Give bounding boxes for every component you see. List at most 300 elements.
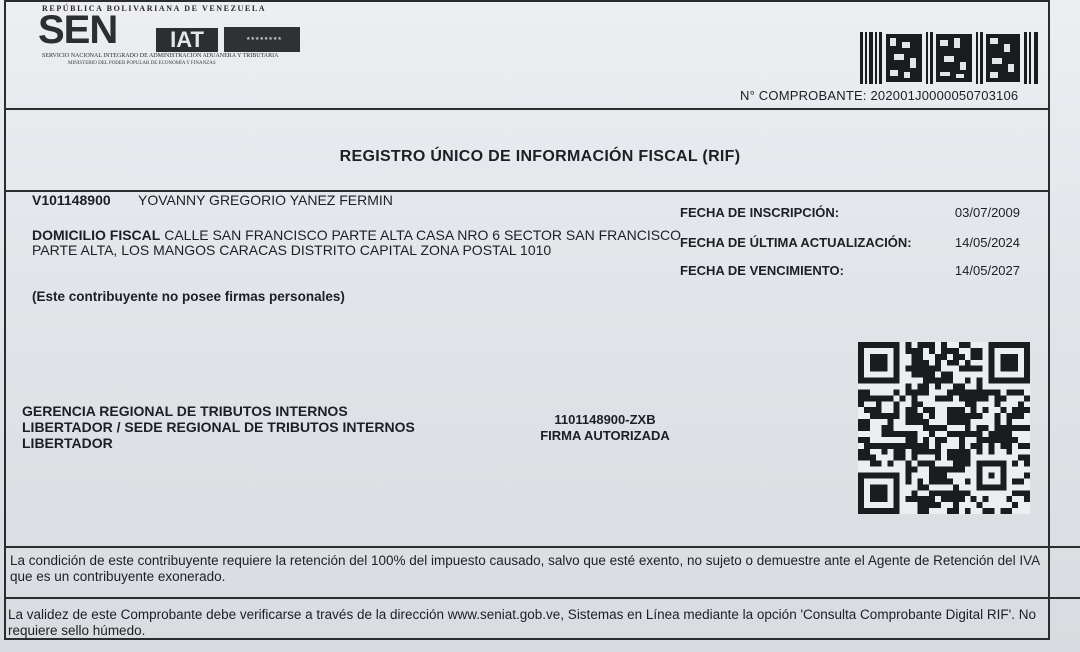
qr-module [935,478,941,484]
qr-module [905,389,911,395]
qr-module [905,407,911,413]
qr-module [858,425,864,431]
qr-module [977,378,983,384]
qr-module [977,395,983,401]
domicilio-fiscal [32,228,682,258]
qr-module [959,449,965,455]
qr-module [977,389,983,395]
qr-module [1012,461,1018,467]
qr-module [911,401,917,407]
qr-module [870,407,876,413]
qr-module [929,425,935,431]
qr-module [923,484,929,490]
qr-module [947,413,953,419]
qr-module [935,378,941,384]
qr-module [959,419,965,425]
qr-module [917,508,923,514]
qr-module [1024,472,1030,478]
qr-module [929,348,935,354]
qr-module [953,407,959,413]
qr-module [917,413,923,419]
qr-module [917,449,923,455]
republic-text: REPÚBLICA BOLIVARIANA DE VENEZUELA [42,4,267,13]
fecha-inscripcion-value: 03/07/2009 [954,205,1020,220]
qr-module [947,490,953,496]
qr-module [1006,413,1012,419]
qr-module [923,496,929,502]
qr-module [923,342,929,348]
qr-module [882,413,888,419]
rif-number: V101148900 [32,192,111,208]
qr-module [935,354,941,360]
qr-module [935,395,941,401]
qr-module [1018,443,1024,449]
qr-module [965,389,971,395]
qr-module [971,443,977,449]
qr-module [953,496,959,502]
qr-module [953,413,959,419]
qr-module [1024,443,1030,449]
qr-module [988,389,994,395]
qr-module [864,395,870,401]
qr-module [994,431,1000,437]
qr-module [876,395,882,401]
qr-module [965,419,971,425]
qr-module [911,348,917,354]
qr-module [983,425,989,431]
qr-module [923,372,929,378]
qr-module [1024,496,1030,502]
qr-module [911,407,917,413]
qr-module [905,443,911,449]
qr-module [959,455,965,461]
qr-module [1024,461,1030,467]
qr-module [935,443,941,449]
qr-module [959,496,965,502]
qr-module [977,437,983,443]
qr-module [977,354,983,360]
qr-module [947,478,953,484]
fecha-actualizacion-label: FECHA DE ÚLTIMA ACTUALIZACIÓN: [680,235,912,250]
qr-module [965,413,971,419]
qr-module [953,431,959,437]
qr-module [965,360,971,366]
qr-module [876,407,882,413]
qr-module [1000,431,1006,437]
qr-module [947,508,953,514]
qr-module [917,496,923,502]
qr-module [994,395,1000,401]
qr-module [977,443,983,449]
document-title: REGISTRO ÚNICO DE INFORMACIÓN FISCAL (RIF) [339,148,741,165]
qr-module [917,348,923,354]
qr-module [1024,490,1030,496]
qr-module [905,366,911,372]
qr-module [894,413,900,419]
qr-module [876,461,882,467]
qr-module [917,443,923,449]
qr-module [953,455,959,461]
qr-module [917,502,923,508]
qr-module [965,490,971,496]
qr-module [1000,425,1006,431]
qr-module [929,378,935,384]
qr-module [905,384,911,390]
qr-module [1012,478,1018,484]
logo-wordmark: SEN [38,8,118,52]
qr-module [858,401,864,407]
qr-module [1006,449,1012,455]
qr-module [988,431,994,437]
qr-module [971,395,977,401]
qr-module [894,389,900,395]
qr-module [917,366,923,372]
qr-module [953,360,959,366]
qr-module [917,484,923,490]
fecha-inscripcion-label: FECHA DE INSCRIPCIÓN: [680,205,840,220]
qr-module [911,389,917,395]
qr-module [888,395,894,401]
qr-module [977,366,983,372]
qr-module [994,425,1000,431]
qr-module [953,467,959,473]
qr-module [971,413,977,419]
qr-module [1000,508,1006,514]
fecha-vencimiento-label: FECHA DE VENCIMIENTO: [680,263,844,278]
qr-module [959,407,965,413]
qr-module [917,354,923,360]
qr-module [935,437,941,443]
qr-module [911,455,917,461]
qr-module [864,443,870,449]
qr-module [1006,508,1012,514]
qr-module [905,478,911,484]
qr-module [965,478,971,484]
qr-module [947,348,953,354]
qr-module [977,425,983,431]
qr-module [905,472,911,478]
domicilio-value: CALLE SAN FRANCISCO PARTE ALTA CASA NRO 6 SECTOR SAN FRANCISCO PARTE ALTA, LOS MANGOS CARACAS DISTRITO CAPITAL ZONA POSTAL 1010 [32,227,682,258]
fecha-vencimiento [680,263,1020,278]
qr-module [900,443,906,449]
qr-module [983,437,989,443]
qr-module [905,419,911,425]
qr-module [965,461,971,467]
qr-module [923,443,929,449]
ministry-text: MINISTERIO DEL PODER POPULAR DE ECONOMÍA Y FINANZAS [68,61,216,66]
qr-module [929,342,935,348]
qr-module [941,378,947,384]
divider-footer [4,546,1080,548]
qr-module [953,490,959,496]
qr-module [1006,389,1012,395]
qr-module [870,443,876,449]
qr-module [929,490,935,496]
qr-module [965,431,971,437]
qr-module [947,395,953,401]
qr-module [1006,443,1012,449]
qr-module [994,401,1000,407]
divider-footer-2 [4,597,1080,599]
qr-module [864,449,870,455]
qr-module [1012,407,1018,413]
qr-module [911,443,917,449]
qr-module [1012,502,1018,508]
qr-module [1006,425,1012,431]
qr-module [1018,425,1024,431]
qr-module [917,401,923,407]
qr-module [929,472,935,478]
firma-autorizada [520,412,690,444]
qr-module [965,366,971,372]
qr-code-icon [858,342,1030,514]
qr-module [1012,413,1018,419]
firma-code: 1101148900-ZXB [554,412,656,427]
qr-module [953,348,959,354]
qr-module [905,467,911,473]
comprobante-number [740,88,1018,103]
validez-note: La validez de este Comprobante debe verificarse a través de la dirección www.seniat.gob.ve, Sistemas en Línea mediante la opción 'Consulta Comprobante Digital RIF'. No requiere sello húmedo. [8,607,1036,638]
qr-module [888,431,894,437]
qr-module [1000,395,1006,401]
qr-module [947,372,953,378]
qr-module [905,437,911,443]
qr-module [947,389,953,395]
qr-module [941,467,947,473]
comprobante-label: N° COMPROBANTE: [740,88,867,103]
qr-module [953,384,959,390]
qr-module [870,413,876,419]
qr-module [935,384,941,390]
qr-module [983,407,989,413]
qr-module [911,467,917,473]
qr-module [923,419,929,425]
divider-header [4,108,1050,110]
qr-module [965,395,971,401]
qr-module [1018,490,1024,496]
qr-module [882,431,888,437]
qr-module [983,395,989,401]
qr-module [953,484,959,490]
qr-module [917,372,923,378]
qr-module [923,461,929,467]
domicilio-label: DOMICILIO FISCAL [32,227,161,243]
qr-module [994,419,1000,425]
qr-module [923,437,929,443]
qr-module [894,407,900,413]
qr-module [929,478,935,484]
qr-module [988,437,994,443]
qr-module [953,389,959,395]
qr-module [994,437,1000,443]
qr-module [917,478,923,484]
qr-module [983,508,989,514]
qr-module [935,360,941,366]
qr-module [882,443,888,449]
qr-module [1018,413,1024,419]
qr-module [947,431,953,437]
qr-module [911,366,917,372]
qr-module [858,419,864,425]
qr-module [965,378,971,384]
qr-module [988,508,994,514]
qr-module [882,425,888,431]
qr-module [941,478,947,484]
qr-module [864,425,870,431]
qr-module [947,407,953,413]
qr-module [965,401,971,407]
qr-module [1012,490,1018,496]
qr-module [959,389,965,395]
qr-module [923,378,929,384]
qr-module [971,407,977,413]
qr-module [888,461,894,467]
qr-module [947,455,953,461]
qr-module [905,461,911,467]
qr-module [929,366,935,372]
qr-module [911,360,917,366]
qr-module [941,372,947,378]
qr-module [923,407,929,413]
qr-module [947,378,953,384]
qr-module [988,443,994,449]
qr-module [953,508,959,514]
qr-module [959,384,965,390]
qr-module [941,496,947,502]
qr-module [876,443,882,449]
qr-module [923,366,929,372]
qr-module [911,372,917,378]
qr-module [1024,407,1030,413]
qr-module [876,413,882,419]
qr-module [941,342,947,348]
qr-module [858,389,864,395]
firmas-note: (Este contribuyente no posee firmas personales) [32,289,345,304]
qr-module [911,431,917,437]
qr-module [911,419,917,425]
barcode-icon [860,32,1040,84]
qr-module [959,366,965,372]
qr-module [929,413,935,419]
qr-module [959,490,965,496]
qr-module [983,496,989,502]
qr-module [977,449,983,455]
qr-module [923,425,929,431]
qr-module [965,508,971,514]
qr-module [1006,437,1012,443]
qr-module [905,431,911,437]
qr-module [941,490,947,496]
qr-module [988,449,994,455]
qr-module [965,425,971,431]
qr-module [900,455,906,461]
qr-module [894,431,900,437]
qr-module [870,395,876,401]
qr-module [905,496,911,502]
qr-module [1006,431,1012,437]
firma-label: FIRMA AUTORIZADA [540,428,670,443]
qr-module [935,490,941,496]
qr-module [953,354,959,360]
qr-module [959,431,965,437]
qr-module [911,395,917,401]
qr-module [959,354,965,360]
qr-module [941,425,947,431]
qr-module [911,496,917,502]
qr-module [1024,455,1030,461]
qr-module [965,449,971,455]
qr-module [917,419,923,425]
qr-module [870,461,876,467]
qr-module [1012,389,1018,395]
qr-module [905,413,911,419]
qr-module [917,389,923,395]
qr-module [929,496,935,502]
comprobante-value: 202001J0000050703106 [870,88,1019,103]
qr-module [929,407,935,413]
qr-module [971,366,977,372]
qr-module [959,342,965,348]
qr-module [977,384,983,390]
qr-module [923,508,929,514]
qr-module [959,467,965,473]
qr-module [905,342,911,348]
qr-module [965,342,971,348]
qr-module [971,389,977,395]
qr-module [935,502,941,508]
qr-module [1006,419,1012,425]
qr-module [941,437,947,443]
qr-module [994,413,1000,419]
qr-module [888,425,894,431]
qr-module [923,389,929,395]
qr-module [923,384,929,390]
taxpayer-name: YOVANNY GREGORIO YANEZ FERMIN [138,192,393,208]
qr-module [971,496,977,502]
qr-module [959,395,965,401]
qr-module [1006,496,1012,502]
qr-module [1018,407,1024,413]
qr-module [882,449,888,455]
qr-module [858,395,864,401]
qr-module [953,449,959,455]
qr-module [965,455,971,461]
qr-module [917,384,923,390]
qr-module [941,348,947,354]
qr-module [959,413,965,419]
qr-module [935,366,941,372]
qr-module [1018,478,1024,484]
qr-module [941,472,947,478]
qr-module [929,461,935,467]
qr-module [888,413,894,419]
qr-module [977,431,983,437]
qr-module [1018,401,1024,407]
qr-module [953,502,959,508]
qr-module [900,431,906,437]
qr-module [977,502,983,508]
qr-module [1000,437,1006,443]
qr-module [864,389,870,395]
qr-module [959,461,965,467]
qr-module [900,449,906,455]
qr-module [911,413,917,419]
qr-module [917,360,923,366]
qr-module [923,502,929,508]
fecha-vencimiento-value: 14/05/2027 [954,263,1020,278]
flag-icon: ★★★★★★★★ [224,27,300,52]
qr-module [894,443,900,449]
